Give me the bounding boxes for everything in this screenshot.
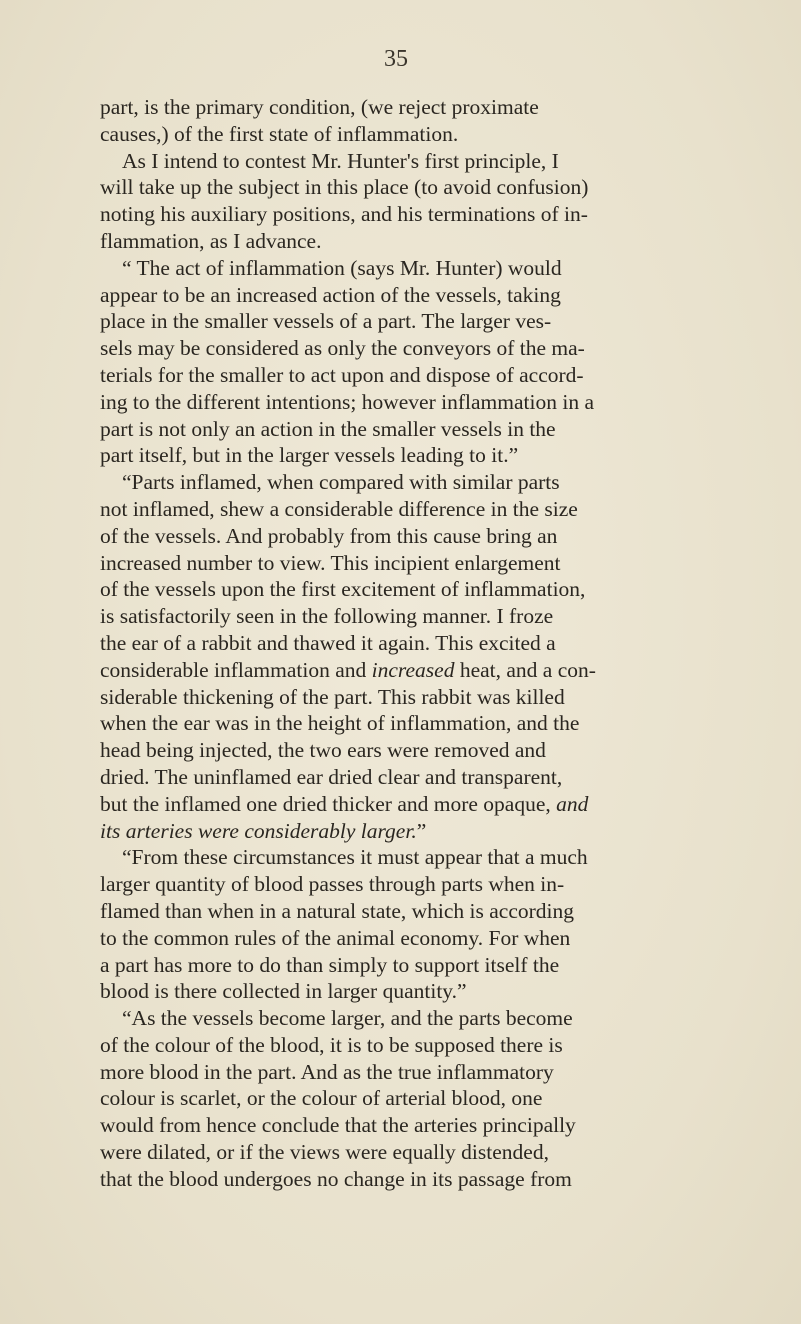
- text-line: ing to the different intentions; however inflammation in a: [100, 389, 594, 414]
- text-segment: but the inflamed one dried thicker and more opaque,: [100, 791, 557, 816]
- text-line: As I intend to contest Mr. Hunter's first principle, I: [122, 148, 559, 173]
- text-line: part, is the primary condition, (we reject proximate: [100, 95, 539, 119]
- text-line: not inflamed, shew a considerable difference in the size: [100, 496, 578, 521]
- text-segment: heat, and a con-: [454, 657, 596, 682]
- text-line: “ The act of inflammation (says Mr. Hunter) would: [122, 255, 562, 280]
- text-line: noting his auxiliary positions, and his terminations of in-: [100, 202, 588, 227]
- text-line: flamed than when in a natural state, which is according: [100, 898, 575, 923]
- italic-emphasis: increased: [371, 657, 455, 682]
- text-line: causes,) of the first state of inflammation.: [100, 121, 459, 146]
- body-text: [100, 94, 800, 1193]
- text-line: [100, 791, 800, 818]
- text-line: larger quantity of blood passes through parts when in-: [100, 872, 565, 897]
- text-line: part is not only an action in the smaller vessels in the: [100, 416, 556, 441]
- text-line: “From these circumstances it must appear that a much: [122, 845, 588, 870]
- text-line: would from hence conclude that the arteries principally: [100, 1113, 576, 1138]
- text-line: blood is there collected in larger quantity.”: [100, 979, 467, 1004]
- text-line: of the vessels upon the first excitement of inflammation,: [100, 577, 586, 602]
- text-line: terials for the smaller to act upon and dispose of accord-: [100, 362, 584, 387]
- text-line: increased number to view. This incipient enlargement: [100, 550, 561, 575]
- text-line: [100, 657, 800, 684]
- page-number: 35: [384, 46, 408, 72]
- text-line: the ear of a rabbit and thawed it again. This excited a: [100, 630, 556, 655]
- text-line: to the common rules of the animal economy. For when: [100, 925, 571, 950]
- text-line: were dilated, or if the views were equally distended,: [100, 1140, 549, 1165]
- text-line: head being injected, the two ears were removed and: [100, 738, 546, 763]
- text-segment: considerable inflammation and: [100, 657, 372, 682]
- text-line: that the blood undergoes no change in its passage from: [100, 1166, 572, 1191]
- text-line: a part has more to do than simply to support itself the: [100, 952, 560, 977]
- italic-emphasis: its arteries were considerably larger.: [100, 818, 417, 843]
- text-line: will take up the subject in this place (to avoid confusion): [100, 175, 589, 200]
- text-line: [100, 818, 800, 845]
- text-line: colour is scarlet, or the colour of arterial blood, one: [100, 1086, 543, 1111]
- text-line: of the colour of the blood, it is to be supposed there is: [100, 1032, 563, 1057]
- text-line: flammation, as I advance.: [100, 228, 322, 253]
- text-line: appear to be an increased action of the vessels, taking: [100, 282, 561, 307]
- italic-emphasis: and: [556, 791, 589, 816]
- text-line: of the vessels. And probably from this cause bring an: [100, 523, 558, 548]
- text-line: siderable thickening of the part. This rabbit was killed: [100, 684, 565, 709]
- text-line: sels may be considered as only the conveyors of the ma-: [100, 336, 585, 361]
- text-line: place in the smaller vessels of a part. The larger ves-: [100, 309, 552, 334]
- text-line: when the ear was in the height of inflammation, and the: [100, 711, 580, 736]
- text-line: is satisfactorily seen in the following manner. I froze: [100, 604, 554, 629]
- text-segment: ”: [416, 818, 427, 843]
- text-line: “Parts inflamed, when compared with similar parts: [122, 470, 560, 495]
- text-line: part itself, but in the larger vessels leading to it.”: [100, 443, 519, 468]
- text-line: dried. The uninflamed ear dried clear and transparent,: [100, 764, 563, 789]
- text-line: more blood in the part. And as the true inflammatory: [100, 1059, 554, 1084]
- text-line: “As the vessels become larger, and the parts become: [122, 1006, 573, 1031]
